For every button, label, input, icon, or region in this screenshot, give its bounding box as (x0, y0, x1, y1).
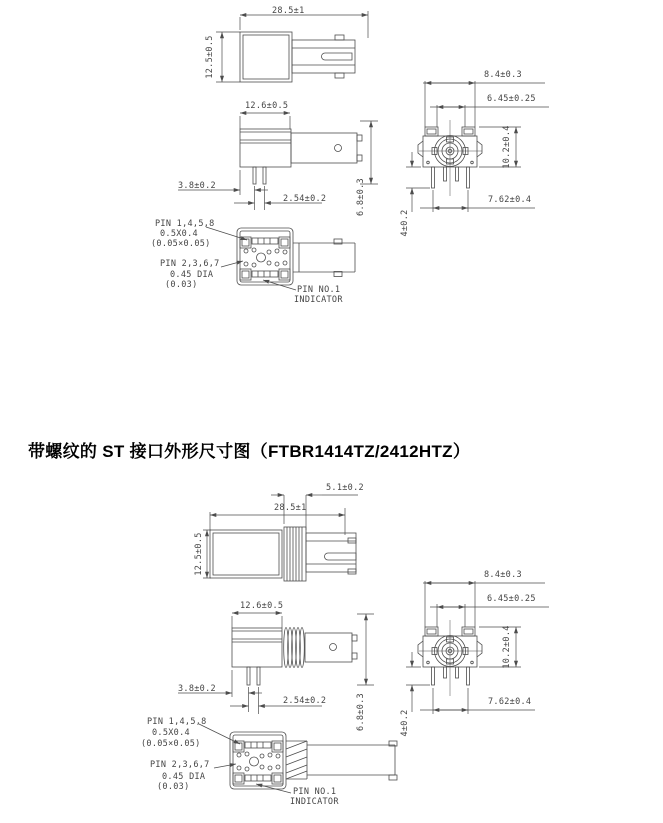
pin-note-b-line1: PIN 2,3,6,7 (160, 259, 220, 269)
dim-inner-width-label: 6.45±0.25 (487, 94, 536, 104)
dim-pin-length-label: 4±0.2 (400, 709, 410, 737)
dim-overall-length-label: 28.5±1 (274, 503, 307, 513)
pin-note-a-line2: 0.5X0.4 (152, 728, 190, 738)
fig2-dimension-lines (178, 495, 549, 793)
pin-note-b-line2: 0.45 DIA (162, 772, 206, 782)
dim-body-height-label: 12.5±0.5 (205, 35, 215, 79)
dim-flange-width-label: 8.4±0.3 (484, 570, 522, 580)
dim-inner-width-label: 6.45±0.25 (487, 594, 536, 604)
pin-indicator-note-line2: INDICATOR (294, 295, 343, 305)
dim-standoff-height-label: 6.8±0.3 (356, 693, 366, 731)
pin-indicator-note-line1: PIN NO.1 (297, 285, 341, 295)
dim-pin-row-span-label: 7.62±0.4 (488, 195, 532, 205)
pin-indicator-note-line1: PIN NO.1 (293, 787, 337, 797)
pin-note-b-line3: (0.03) (165, 280, 198, 290)
pin-note-a-line2: 0.5X0.4 (160, 229, 198, 239)
dim-standoff-height-label: 6.8±0.3 (356, 178, 366, 216)
pin-note-b-line1: PIN 2,3,6,7 (150, 760, 210, 770)
dim-lead-pitch-label: 2.54±0.2 (283, 194, 327, 204)
dim-lead-pitch-label: 2.54±0.2 (283, 696, 327, 706)
pin-indicator-note-line2: INDICATOR (290, 797, 339, 807)
dim-pin-row-span-label: 7.62±0.4 (488, 697, 532, 707)
fig2-linework (210, 527, 482, 789)
pin-note-a-line3: (0.05×0.05) (151, 239, 211, 249)
pin-note-b-line2: 0.45 DIA (170, 270, 214, 280)
pin-note-a-line1: PIN 1,4,5,8 (155, 219, 215, 229)
dim-lead-offset-label: 3.8±0.2 (178, 181, 216, 191)
pin-note-a-line3: (0.05×0.05) (141, 739, 201, 749)
dim-thread-length-label: 5.1±0.2 (326, 483, 364, 493)
pin-note-b-line3: (0.03) (157, 782, 190, 792)
dim-body-width-label: 12.6±0.5 (240, 601, 284, 611)
dim-pin-length-label: 4±0.2 (400, 209, 410, 237)
dim-overall-length-label: 28.5±1 (272, 6, 305, 16)
page-title: 带螺纹的 ST 接口外形尺寸图（FTBR1414TZ/2412HTZ） (28, 442, 471, 461)
pin-note-a-line1: PIN 1,4,5,8 (147, 717, 207, 727)
dim-front-height-label: 10.2±0.4 (502, 125, 512, 169)
fig1-linework (237, 32, 482, 285)
dim-front-height-label: 10.2±0.4 (502, 625, 512, 669)
dim-body-width-label: 12.6±0.5 (245, 101, 289, 111)
fig1-dimension-lines (178, 11, 549, 290)
dim-body-height-label: 12.5±0.5 (194, 532, 204, 576)
dim-lead-offset-label: 3.8±0.2 (178, 684, 216, 694)
dim-flange-width-label: 8.4±0.3 (484, 70, 522, 80)
